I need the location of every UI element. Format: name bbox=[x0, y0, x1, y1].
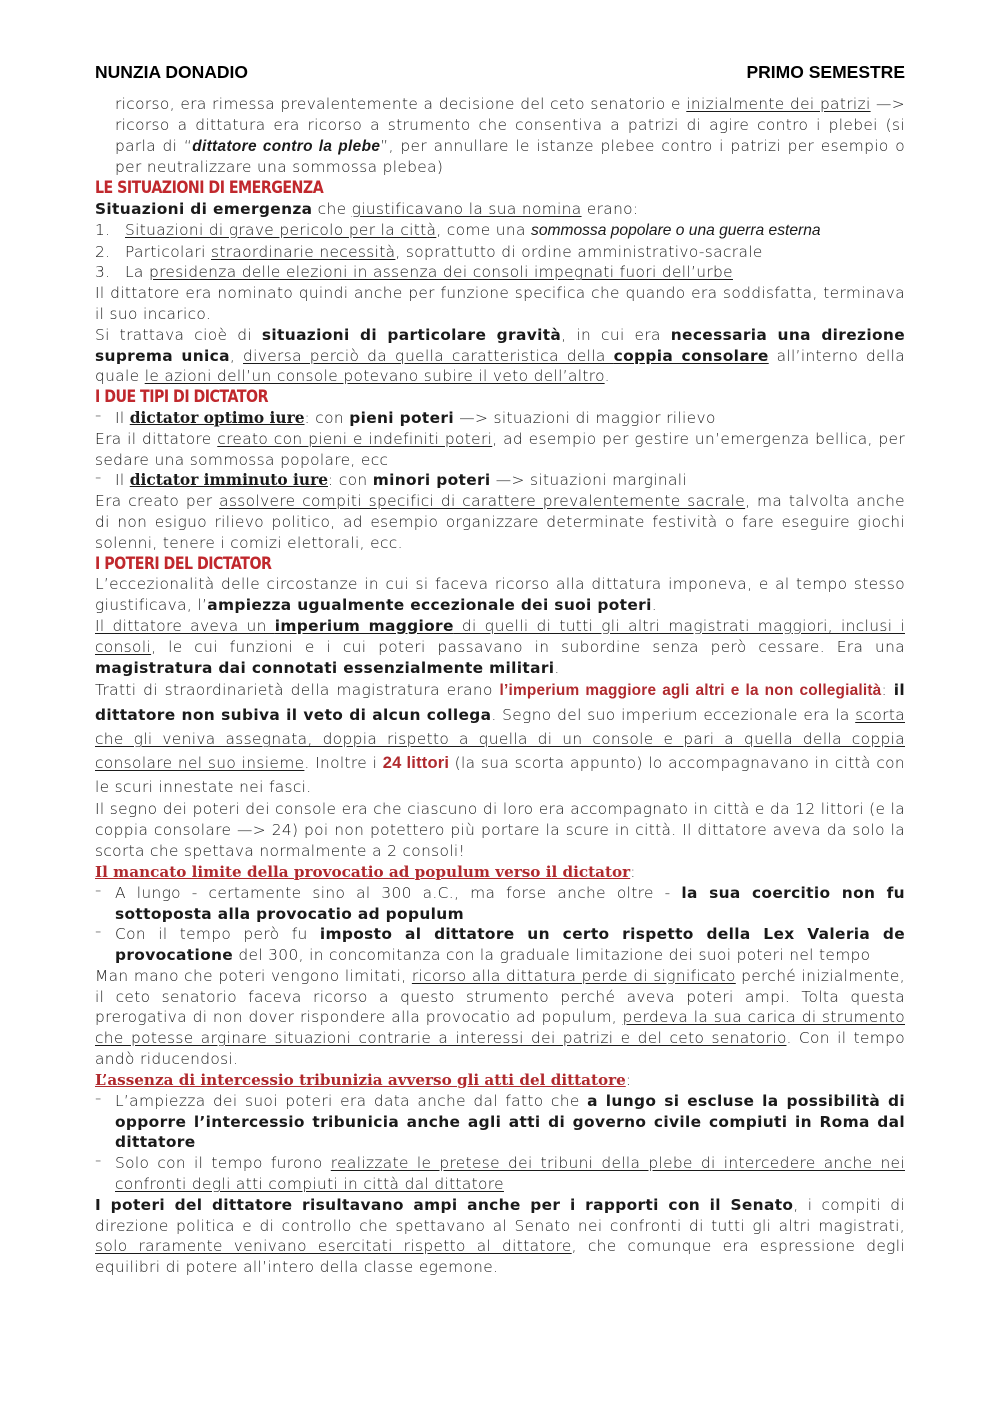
dictator-type-optimo bbox=[95, 408, 905, 429]
heading-situazioni-emergenza: LE SITUAZIONI DI EMERGENZA bbox=[95, 178, 324, 198]
list-item: ⁻ A lungo - certamente sino al 300 a.C., ma forse anche oltre - la sua coercitio non fu sottoposta alla provocatio ad populum bbox=[95, 883, 905, 923]
page-header bbox=[95, 62, 905, 83]
list-item: 1. Situazioni di grave pericolo per la città, come una sommossa popolare o una guerra esterna bbox=[95, 220, 821, 239]
heading-poteri-dictator: I POTERI DEL DICTATOR bbox=[95, 553, 272, 573]
list-item: 2. Particolari straordinarie necessità, soprattutto di ordine amministrativo-sacrale bbox=[95, 242, 763, 261]
semester-label: PRIMO SEMESTRE bbox=[746, 62, 905, 82]
list-item: ⁻ L’ampiezza dei suoi poteri era data anche dal fatto che a lungo si escluse la possibilità di opporre l’intercessio tribunicia anche agli atti di governo civile compiuti in Roma dal dittatore bbox=[95, 1091, 905, 1152]
powers-paragraph-1: L’eccezionalità delle circostanze in cui si faceva ricorso alla dittatura imponeva, e al tempo stesso giustificava, l’ampiezza ugualmente eccezionale dei suoi poteri. bbox=[95, 575, 905, 615]
provocatio-list bbox=[95, 883, 905, 966]
heading-tipi-dictator: I DUE TIPI DI DICTATOR bbox=[95, 387, 268, 407]
senate-paragraph: I poteri del dittatore risultavano ampi anche per i rapporti con il Senato, i compiti di direzione politica e di controllo che spettavano al Senato nei confronti di tutti gli altri magistrati, solo raramente venivano esercitati rispetto al dittatore, che comunque era espressione degli equilibri di potere all’intero della classe egemone. bbox=[95, 1195, 905, 1277]
dictator-type-imminuto bbox=[95, 470, 905, 491]
optimo-paragraph: Era il dittatore creato con pieni e indefiniti poteri, ad esempio per gestire un’emergenza bellica, per sedare una sommossa popolare, ecc bbox=[95, 429, 905, 469]
intercessio-list bbox=[95, 1091, 905, 1195]
imminuto-paragraph: Era creato per assolvere compiti specifici di carattere prevalentemente sacrale, ma talvolta anche di non esiguo rilievo politico, ad esempio organizzare determinate festività o fare eseguire giochi solenni, tenere i comizi elettorali, ecc. bbox=[95, 492, 906, 552]
provocatio-paragraph: Man mano che poteri vengono limitati, ricorso alla dittatura perde di significato perché inizialmente, il ceto senatorio faceva ricorso a questo strumento perché aveva poteri ampi. Tolta questa prerogativa di non dover rispondere alla provocatio ad populum, perdeva la sua carica di strumento che potesse arginare situazioni contrarie a interessi dei patrizi e del ceto senatorio. Con il tempo andò riducendosi. bbox=[95, 966, 905, 1069]
page-content bbox=[95, 94, 905, 1278]
list-item: 3. La presidenza delle elezioni in assenza dei consoli impegnati fuori dell’urbe bbox=[95, 263, 733, 282]
heading-provocatio-wrap: Il mancato limite della provocatio ad populum verso il dictator: bbox=[95, 862, 636, 881]
list-item: ⁻ Il dictator optimo iure: con pieni poteri —> situazioni di maggior rilievo bbox=[95, 408, 716, 427]
powers-paragraph-3: Tratti di straordinarietà della magistratura erano l’imperium maggiore agli altri e la non collegialità: il dittatore non subiva il veto di alcun collega. Segno del suo imperium eccezionale era la scorta che gli veniva assegnata, doppia rispetto a quella di un console e pari a quella della coppia consolare nel suo insieme. Inoltre i 24 littori (la sua scorta appunto) lo accompagnavano in città con le scuri innestate nei fasci. bbox=[95, 681, 906, 797]
author-name: NUNZIA DONADIO bbox=[95, 62, 248, 82]
list-item: ⁻ Con il tempo però fu imposto al dittatore un certo rispetto della Lex Valeria de provocatione del 300, in concomitanza con la graduale limitazione dei suoi poteri nel tempo bbox=[95, 925, 905, 965]
intro-paragraph: ricorso, era rimessa prevalentemente a decisione del ceto senatorio e inizialmente dei patrizi —> ricorso a dittatura era ricorso a strumento che consentiva a patrizi di agire contro i plebei (si parla di “dittatore contro la plebe”, per annullare le istanze plebee contro i patrizi per esempio o per neutralizzare una sommossa plebea) bbox=[115, 95, 905, 177]
powers-paragraph-2: Il dittatore aveva un imperium maggiore di quelli di tutti gli altri magistrati maggiori, inclusi i consoli, le cui funzioni e i cui poteri passavano in subordine senza però cessare. Era una magistratura dai connotati essenzialmente militari. bbox=[95, 616, 905, 677]
heading-intercessio-wrap: L’assenza di intercessio tribunizia avverso gli atti del dittatore: bbox=[95, 1070, 632, 1089]
heading-provocatio: Il mancato limite della provocatio ad populum verso il dictator bbox=[95, 862, 631, 881]
emergency-lead: Situazioni di emergenza che giustificavano la sua nomina erano: bbox=[95, 199, 639, 218]
emergency-list bbox=[95, 220, 905, 283]
list-item: ⁻ Il dictator imminuto iure: con minori poteri —> situazioni marginali bbox=[95, 471, 687, 490]
emergency-paragraph-1: Il dittatore era nominato quindi anche per funzione specifica che quando era soddisfatta, terminava il suo incarico. bbox=[95, 284, 905, 323]
heading-intercessio: L’assenza di intercessio tribunizia avverso gli atti del dittatore bbox=[95, 1070, 626, 1089]
emergency-paragraph-2: Si trattava cioè di situazioni di particolare gravità, in cui era necessaria una direzione suprema unica, diversa perciò da quella caratteristica della coppia consolare all’interno della quale le azioni dell’un console potevano subire il veto dell’altro. bbox=[95, 325, 905, 386]
list-item: ⁻ Solo con il tempo furono realizzate le pretese dei tribuni della plebe di intercedere anche nei confronti degli atti compiuti in città dal dittatore bbox=[95, 1154, 905, 1194]
powers-paragraph-4: Il segno dei poteri dei console era che ciascuno di loro era accompagnato in città e da 12 littori (e la coppia consolare —> 24) poi non potettero più portare la scure in città. Il dittatore aveva da solo la scorta che spettava normalmente a 2 consoli! bbox=[95, 800, 905, 860]
